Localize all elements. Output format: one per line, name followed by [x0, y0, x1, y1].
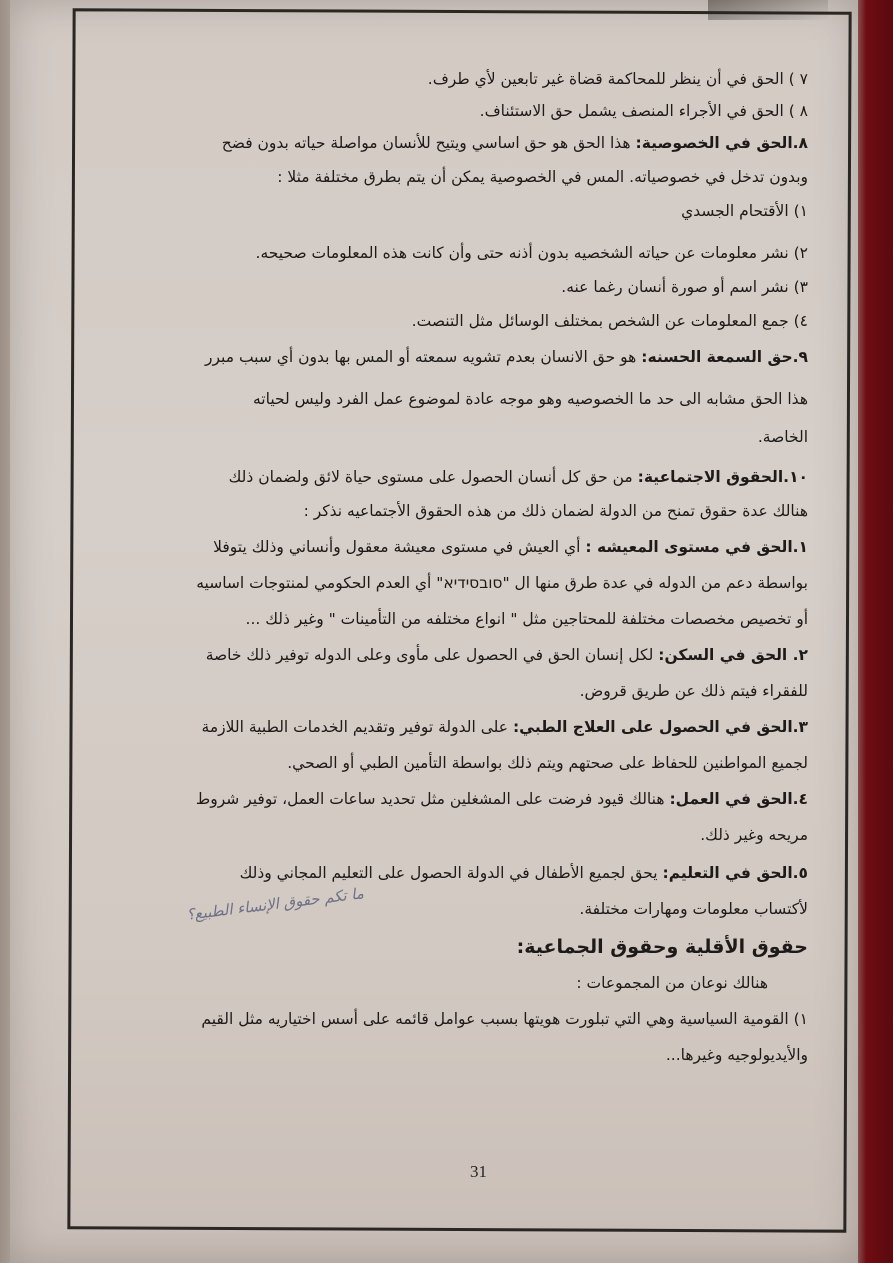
- text-line: ٤) جمع المعلومات عن الشخص بمختلف الوسائل مثل التنصت.: [411, 312, 808, 330]
- text-line: ٢) نشر معلومات عن حياته الشخصيه بدون أذنه حتى وأن كانت هذه المعلومات صحيحه.: [255, 244, 808, 262]
- text-line: ١) الأقتحام الجسدي: [681, 202, 808, 220]
- text-line: هذا الحق مشابه الى حد ما الخصوصيه وهو موجه عادة لموضوع عمل الفرد وليس لحياته: [253, 390, 808, 408]
- text-line: ٥.الحق في التعليم: يحق لجميع الأطفال في الدولة الحصول على التعليم المجاني وذلك: [239, 864, 808, 882]
- text-line: مريحه وغير ذلك.: [700, 826, 808, 844]
- text-line: والأيديولوجيه وغيرها...: [665, 1046, 808, 1064]
- text-line: أو تخصيص مخصصات مختلفة للمحتاجين مثل " انواع مختلفه من التأمينات " وغير ذلك ...: [245, 610, 808, 628]
- section-heading: حقوق الأقلية وحقوق الجماعية:: [516, 936, 808, 958]
- text-line: ١) القومية السياسية وهي التي تبلورت هويتها بسبب عوامل قائمه على أسس اختياريه مثل القيم: [201, 1010, 808, 1028]
- text-line: ٣.الحق في الحصول على العلاج الطبي: على الدولة توفير وتقديم الخدمات الطبية اللازمة: [201, 718, 808, 736]
- text-line: ٩.حق السمعة الحسنه: هو حق الانسان بعدم تشويه سمعته أو المس بها بدون أي سبب مبرر: [205, 348, 808, 366]
- text-line: هنالك نوعان من المجموعات :: [576, 974, 768, 992]
- text-line: ١٠.الحقوق الاجتماعية: من حق كل أنسان الحصول على مستوى حياة لائق ولضمان ذلك: [228, 468, 808, 486]
- text-line: هنالك عدة حقوق تمنح من الدولة لضمان ذلك من هذه الحقوق الأجتماعيه نذكر :: [303, 502, 808, 520]
- text-line: ٣) نشر اسم أو صورة أنسان رغما عنه.: [561, 278, 808, 296]
- text-line: بواسطة دعم من الدوله في عدة طرق منها ال "סובסידיא" أي العدم الحكومي لمنتوجات اساسيه: [196, 574, 808, 592]
- text-line: للفقراء فيتم ذلك عن طريق قروض.: [579, 682, 808, 700]
- page-number: 31: [470, 1162, 487, 1181]
- text-line: الخاصة.: [757, 428, 808, 446]
- text-line: لأكتساب معلومات ومهارات مختلفة.: [579, 900, 808, 918]
- text-line: ٤.الحق في العمل: هنالك قيود فرضت على المشغلين مثل تحديد ساعات العمل، توفير شروط: [195, 790, 808, 808]
- text-line: ١.الحق في مستوى المعيشه : أي العيش في مستوى معيشة معقول وأنساني وذلك يتوفلا: [213, 538, 808, 556]
- text-line: ٧ ) الحق في أن ينظر للمحاكمة قضاة غير تابعين لأي طرف.: [427, 70, 808, 88]
- text-line: ٨ ) الحق في الأجراء المنصف يشمل حق الاستئناف.: [479, 102, 808, 120]
- text-line: لجميع المواطنين للحفاظ على صحتهم ويتم ذلك بواسطة التأمين الطبي أو الصحي.: [287, 754, 808, 772]
- text-line: ٢. الحق في السكن: لكل إنسان الحق في الحصول على مأوى وعلى الدوله توفير ذلك خاصة: [205, 646, 808, 664]
- text-line: ٨.الحق في الخصوصية: هذا الحق هو حق اساسي ويتيح للأنسان مواصلة حياته بدون فضح: [221, 134, 808, 152]
- text-line: وبدون تدخل في خصوصياته. المس في الخصوصية يمكن أن يتم بطرق مختلفة مثلا :: [277, 168, 808, 186]
- handwritten-note: ما تكم حقوق الإنساء الطبيع؟: [185, 884, 365, 924]
